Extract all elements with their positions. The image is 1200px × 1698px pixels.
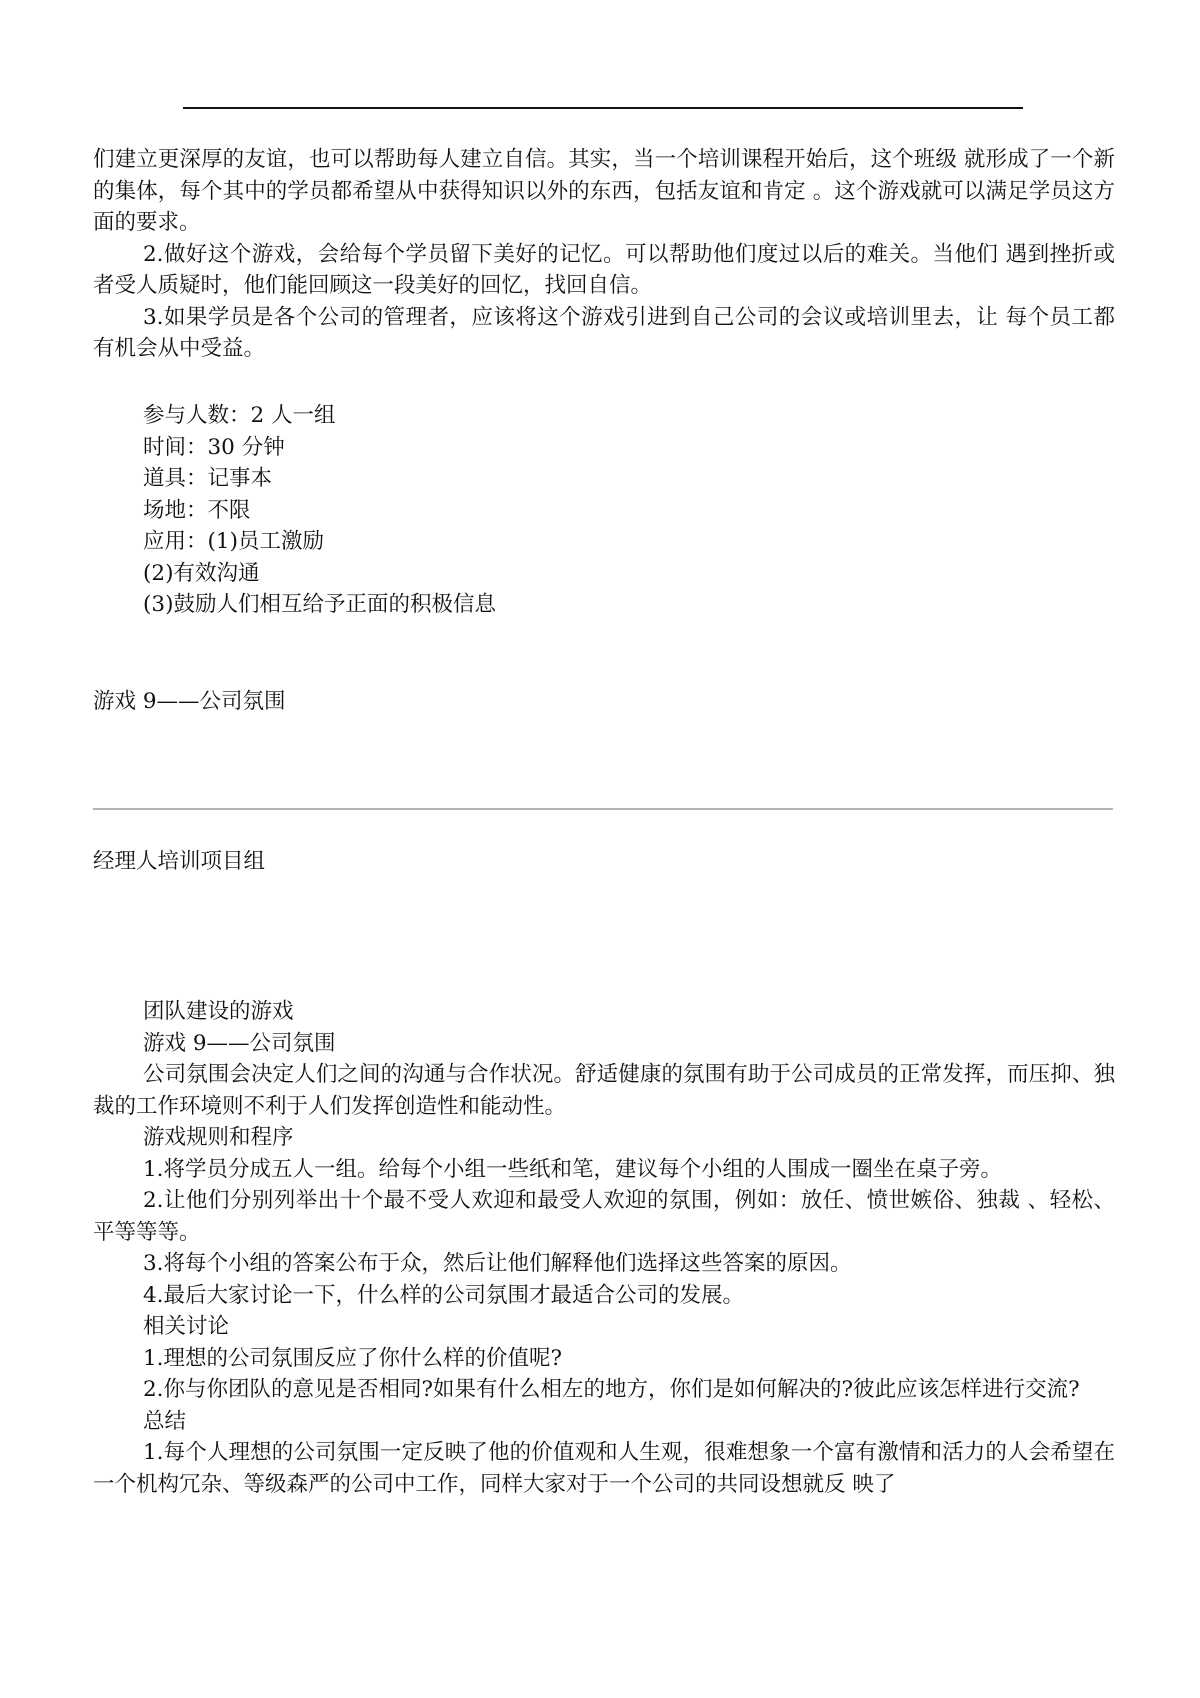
- intro-paragraph: 公司氛围会决定人们之间的沟通与合作状况。舒适健康的氛围有助于公司成员的正常发挥，而压抑、独裁的工作环境则不利于人们发挥创造性和能动性。: [93, 1062, 1115, 1119]
- section-two-body: [93, 996, 1115, 1500]
- game-meta-list: [93, 400, 1115, 621]
- discussion-heading: 相关讨论: [143, 1314, 230, 1339]
- point-2-paragraph: 2.做好这个游戏，会给每个学员留下美好的记忆。可以帮助他们度过以后的难关。当他们 遇到挫折或者受人质疑时，他们能回顾这一段美好的回忆，找回自信。: [93, 241, 1115, 298]
- props-line: 道具：记事本: [143, 466, 273, 491]
- application-line-3: (3)鼓励人们相互给予正面的积极信息: [143, 592, 496, 617]
- rule-3: 3.将每个小组的答案公布于众，然后让他们解释他们选择这些答案的原因。: [143, 1251, 852, 1276]
- category-heading: 团队建设的游戏: [143, 999, 294, 1024]
- question-2: 2.你与你团队的意见是否相同?如果有什么相左的地方，你们是如何解决的?彼此应该怎样进行交流?: [143, 1377, 1080, 1402]
- summary-1: 1.每个人理想的公司氛围一定反映了他的价值观和人生观，很难想象一个富有激情和活力的人会希望在一个机构冗杂、等级森严的公司中工作，同样大家对于一个公司的共同设想就反 映了: [93, 1440, 1115, 1497]
- organization-line: [93, 846, 1115, 878]
- rule-2: 2.让他们分别列举出十个最不受人欢迎和最受人欢迎的氛围，例如：放任、愤世嫉俗、独裁 、轻松、平等等等。: [93, 1188, 1115, 1245]
- organization-name: 经理人培训项目组: [93, 849, 266, 874]
- rules-heading: 游戏规则和程序: [143, 1125, 294, 1150]
- point-3-paragraph: 3.如果学员是各个公司的管理者，应该将这个游戏引进到自己公司的会议或培训里去，让 每个员工都有机会从中受益。: [93, 304, 1115, 361]
- section-title: 游戏 9——公司氛围: [143, 1030, 336, 1056]
- header-rule: [183, 107, 1023, 109]
- rule-4: 4.最后大家讨论一下，什么样的公司氛围才最适合公司的发展。: [143, 1282, 745, 1308]
- question-1: 1.理想的公司氛围反应了你什么样的价值呢?: [143, 1345, 563, 1371]
- application-line-1: 应用：(1)员工激励: [143, 529, 324, 554]
- venue-line: 场地：不限: [143, 497, 251, 523]
- rule-1: 1.将学员分成五人一组。给每个小组一些纸和笔，建议每个小组的人围成一圈坐在桌子旁。: [143, 1156, 1003, 1182]
- game-heading-text: 游戏 9——公司氛围: [93, 689, 286, 714]
- page-divider: [93, 808, 1113, 810]
- page-one-body: [93, 144, 1115, 365]
- summary-heading: 总结: [143, 1408, 187, 1434]
- continuation-paragraph: 们建立更深厚的友谊，也可以帮助每人建立自信。其实，当一个培训课程开始后，这个班级 就形成了一个新的集体，每个其中的学员都希望从中获得知识以外的东西，包括友谊和肯定 。这个游戏就可以满足学员这方面的要求。: [93, 147, 1115, 235]
- time-line: 时间：30 分钟: [143, 434, 285, 460]
- participants-line: 参与人数：2 人一组: [143, 403, 336, 428]
- application-line-2: (2)有效沟通: [143, 560, 260, 586]
- game-heading: [93, 686, 1115, 718]
